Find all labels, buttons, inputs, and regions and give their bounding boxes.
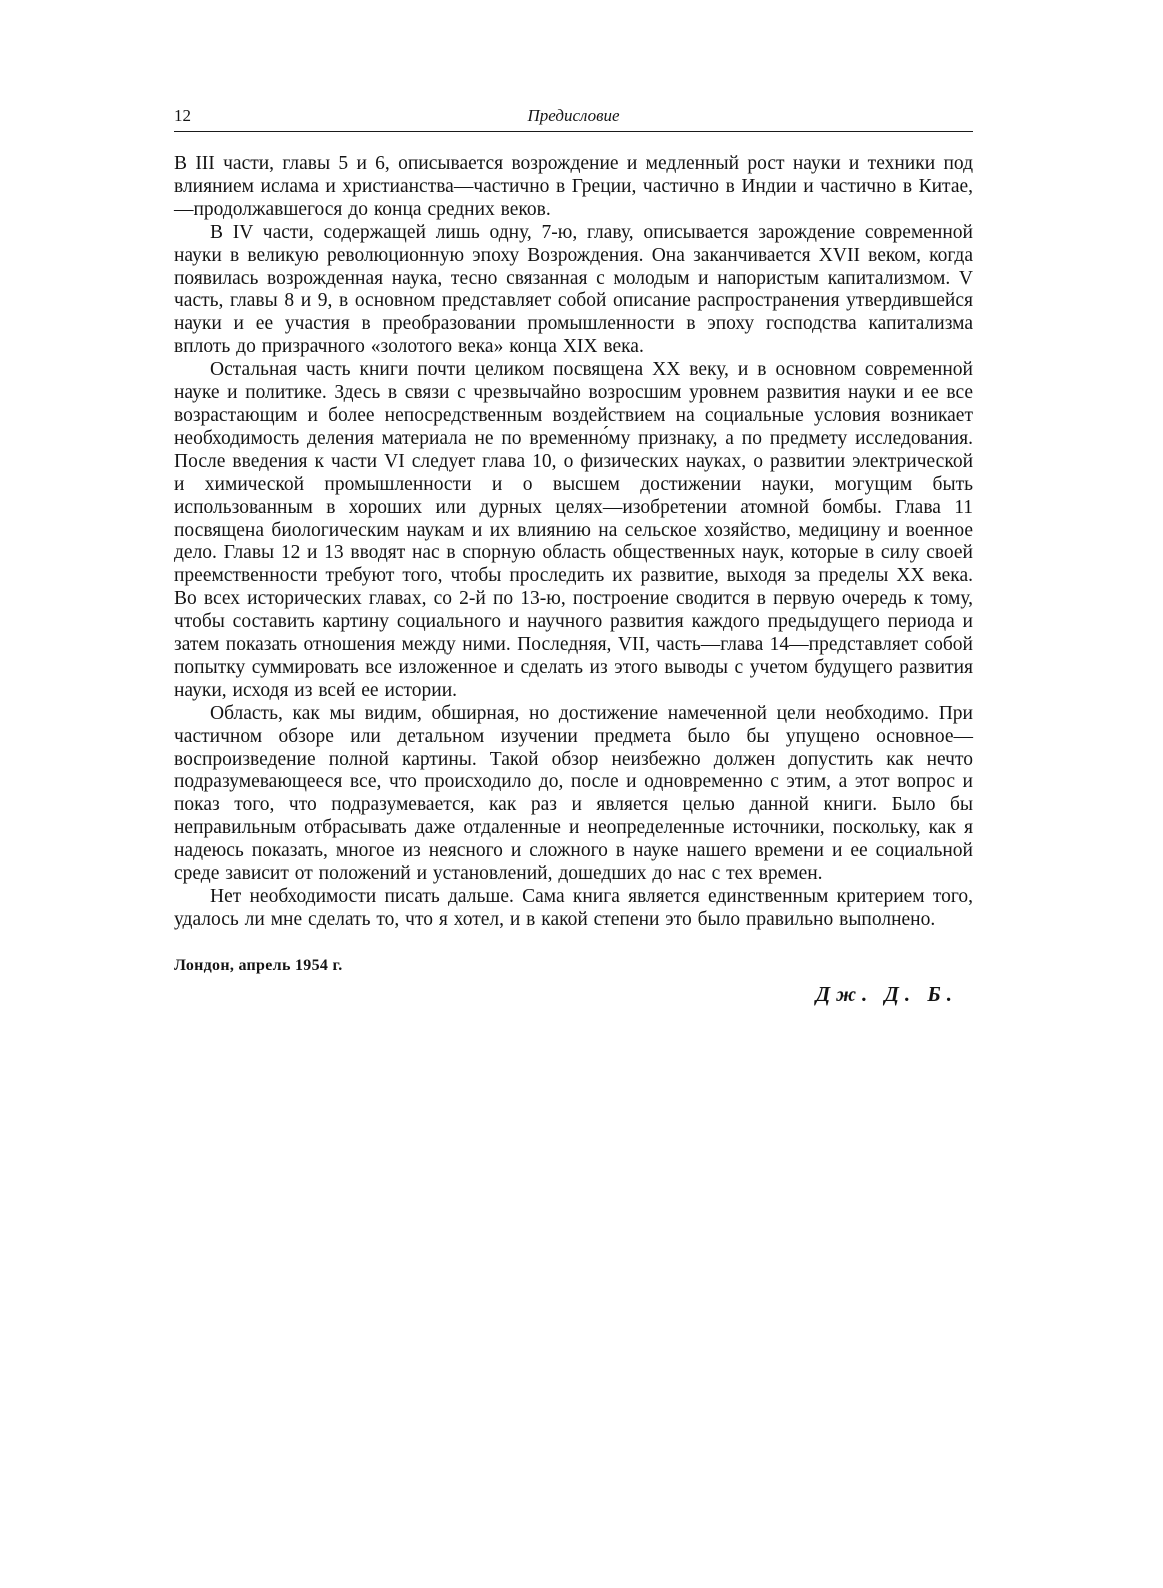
paragraph-parts-four-five: В IV части, содержащей лишь одну, 7-ю, главу, описывается зарождение современной науки в великую революционную эпоху Возрождения. Она заканчивается XVII веком, когда появилась возрожденная наука, тесно связанная с молодым и напористым капитализмом. V часть, главы 8 и 9, в основном представляет собой описание распространения утвердившейся науки и ее участия в преобразовании промышленности в эпоху господства капитализма вплоть до призрачного «золотого века» конца XIX века. <box>174 221 973 358</box>
paragraph-twentieth-century: Остальная часть книги почти целиком посвящена XX веку, и в основном современной науке и политике. Здесь в связи с чрезвычайно возросшим уровнем развития науки и ее все возрастающим и более непосредственным воздействием на социальные условия возникает необходимость деления материала не по временно́му признаку, а по предмету исследования. После введения к части VI следует глава 10, о физических науках, о развитии электрической и химической промышленности и о высшем достижении науки, могущим быть использованным в хороших или дурных целях—изобретении атомной бомбы. Глава 11 посвящена биологическим наукам и их влиянию на сельское хозяйство, медицину и военное дело. Главы 12 и 13 вводят нас в спорную область общественных наук, которые в силу своей преемственности требуют того, чтобы проследить их развитие, выходя за пределы XX века. Во всех исторических главах, со 2-й по 13-ю, построение сводится в первую очередь к тому, чтобы составить картину социального и научного развития каждого предыдущего периода и затем показать отношения между ними. Последняя, VII, часть—глава 14—представляет собой попытку суммировать все изложенное и сделать из этого выводы с учетом будущего развития науки, исходя из всей ее истории. <box>174 359 973 701</box>
author-initials: Дж. Д. Б. <box>815 981 958 1006</box>
paragraph-scope: Область, как мы видим, обширная, но достижение намеченной цели необходимо. При частичном обзоре или детальном изучении предмета было бы упущено основное—воспроизведение полной картины. Такой обзор неизбежно должен допустить как нечто подразумевающееся все, что происходило до, после и одновременно с этим, а этот вопрос и показ того, что подразумевается, как раз и является целью данной книги. Было бы неправильным отбрасывать даже отдаленные и неопределенные источники, поскольку, как я надеюсь показать, многое из неясного и сложного в науке нашего времени и ее социальной среде зависит от положений и установлений, дошедших до нас с тех времен. <box>174 702 973 885</box>
body-text <box>174 153 973 932</box>
paragraph-conclusion: Нет необходимости писать дальше. Сама книга является единственным критерием того, удалось ли мне сделать то, что я хотел, и в какой степени это было правильно выполнено. <box>174 886 973 930</box>
running-head <box>174 104 973 132</box>
running-title: Предисловие <box>527 106 620 125</box>
paragraph-part-three: В III части, главы 5 и 6, описывается возрождение и медленный рост науки и техники под влиянием ислама и христианства—частично в Греции, частично в Индии и частично в Китае,—продолжавшегося до конца средних веков. <box>174 153 973 220</box>
place-date: Лондон, апрель 1954 г. <box>174 956 343 974</box>
page-number: 12 <box>174 106 191 125</box>
book-page <box>174 104 973 1007</box>
